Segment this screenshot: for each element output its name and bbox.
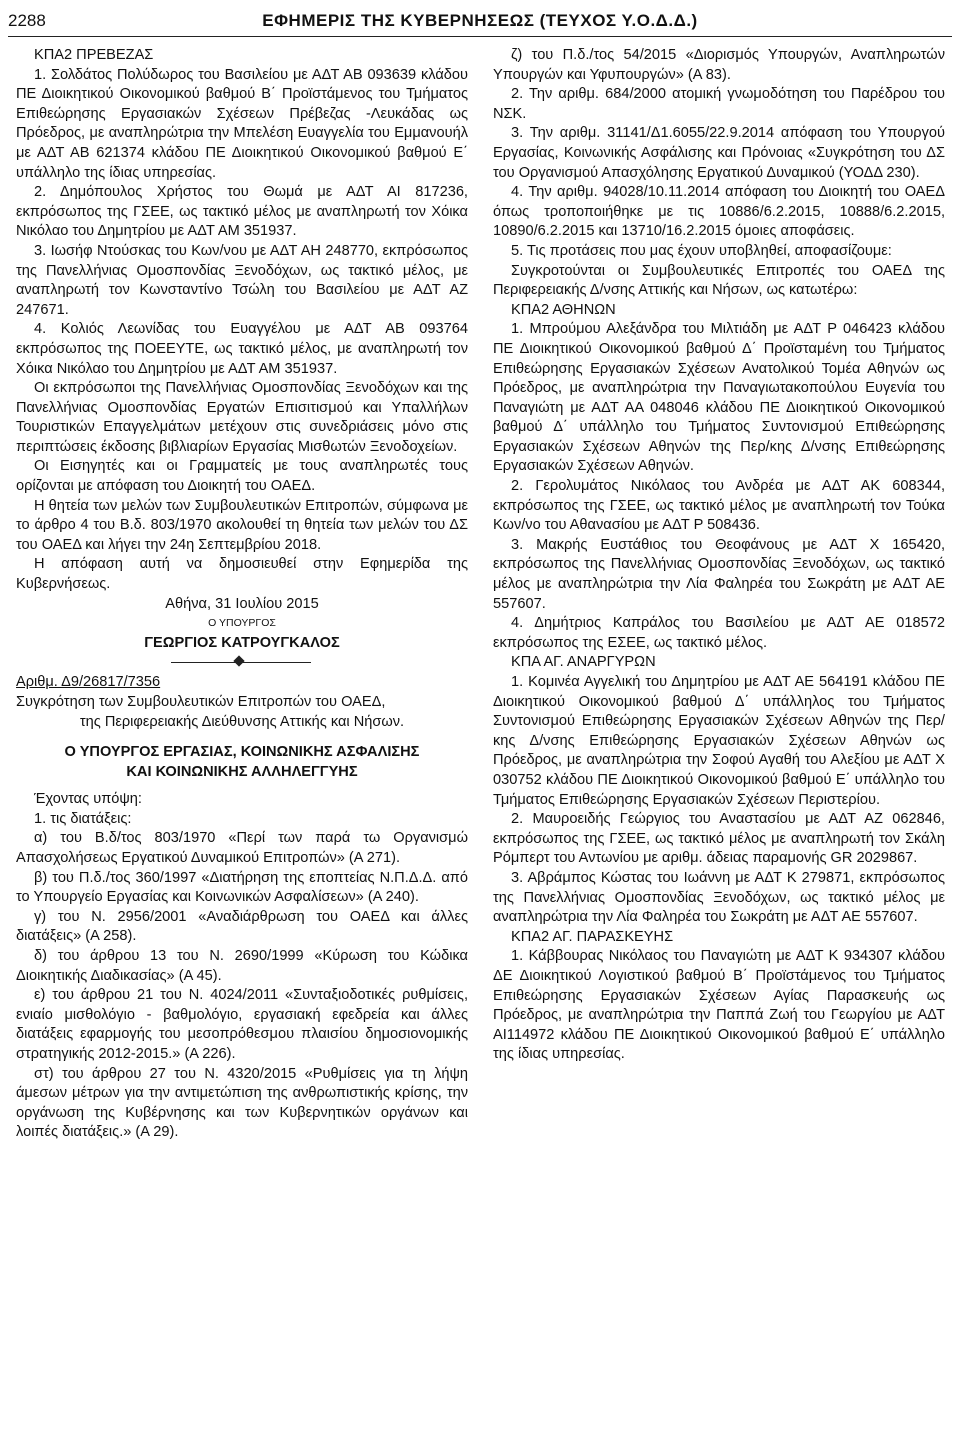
paragraph: 2. Την αριθμ. 684/2000 ατομική γνωμοδότηση του Παρέδρου του ΝΣΚ. — [493, 86, 945, 122]
paragraph: 4. Δημήτριος Καπράλος του Βασιλείου με ΑΔΤ ΑΕ 018572 εκπρόσωπος της ΕΣΕΕ, ως τακτικό μέλος. — [493, 615, 945, 651]
decision-reference — [16, 673, 468, 693]
paragraph: 3. Αβράμπος Κώστας του Ιωάννη με ΑΔΤ Κ 279871, εκπρόσωπος της Πανελλήνιας Ομοσπονδίας Ξενοδόχων, ως τακτικό μέλος με αναπληρώτρια την Λία Φαληρέα του Σωκράτη με ΑΔΤ ΑΕ 557607. — [493, 869, 945, 926]
paragraph: 3. Την αριθμ. 31141/Δ1.6055/22.9.2014 απόφαση του Υπουργού Εργασίας, Κοινωνικής Ασφάλισης και Πρόνοιας «Συγκρότηση του ΔΣ του Οργανισμού Απασχόλησης Εργατικού Δυναμικού (ΥΟΔΔ 230). — [493, 125, 945, 181]
paragraph: Η απόφαση αυτή να δημοσιευθεί στην Εφημερίδα της Κυβερνήσεως. — [16, 556, 468, 593]
paragraph: 2. Γερολυμάτος Νικόλαος του Ανδρέα με ΑΔΤ ΑΚ 608344, εκπρόσωπος της ΓΣΕΕ, ως τακτικό μέλος με αναπληρωτή τον Τούκα Κων/νο του Αθανασίου με ΑΔΤ Ρ 508436. — [493, 478, 945, 534]
paragraph: Οι Εισηγητές και οι Γραμματείς με τους αναπληρωτές τους ορίζονται με απόφαση του Διοικητή του ΟΑΕΔ. — [16, 458, 468, 495]
paragraph: 3. Μακρής Ευστάθιος του Θεοφάνους με ΑΔΤ Χ 165420, εκπρόσωπος της Πανελλήνιας Ομοσπονδίας Ξενοδόχων, ως τακτικό μέλος με αναπληρώτρια την Λία Φαληρέα του Σωκράτη με ΑΔΤ ΑΕ 557607. — [493, 536, 945, 612]
paragraph: ζ) του Π.δ./τος 54/2015 «Διορισμός Υπουργών, Αναπληρωτών Υπουργών και Υφυπουργών» (Α 83). — [493, 47, 945, 83]
decision-subject-line-2: της Περιφερειακής Διεύθυνσης Αττικής και Νήσων. — [79, 713, 405, 730]
paragraph: ε) του άρθρου 21 του Ν. 4024/2011 «Συνταξιοδοτικές ρυθμίσεις, ενιαίο μισθολόγιο - βαθμολόγιο, εργασιακή εφεδρεία και άλλες διατάξεις εφαρμογής του μεσοπρόθεσμου πλαισίου δημοσιονομικής στρατηγικής 2012-2015.» (Α 226). — [16, 987, 468, 1062]
paragraph: α) του Β.δ/τος 803/1970 «Περί των παρά τω Οργανισμώ Απασχολήσεως Εργατικού Δυναμικού Επιτροπών» (Α 271). — [16, 830, 468, 866]
paragraph: στ) του άρθρου 27 του Ν. 4320/2015 «Ρυθμίσεις για τη λήψη άμεσων μέτρων για την αντιμετώπιση της ανθρωπιστικής κρίσης, την οργάνωση της Κυβέρνησης και των Κυβερνητικών οργάνων και λοιπές διατάξεις.» (Α 29). — [16, 1065, 468, 1141]
diamond-icon — [233, 656, 244, 667]
left-column — [16, 46, 468, 1143]
paragraph: γ) του Ν. 2956/2001 «Αναδιάρθρωση του ΟΑΕΔ και άλλες διατάξεις» (Α 258). — [16, 908, 468, 945]
paragraph: 4. Την αριθμ. 94028/10.11.2014 απόφαση του Διοικητή του ΟΑΕΔ όπως τροποποιήθηκε με τις 10886/6.2.2015, 10888/6.2.2015, 10890/6.2.2015 και 13710/16.2.2015 όμοιες αποφάσεις. — [493, 184, 945, 240]
paragraph: Συγκροτούνται οι Συμβουλευτικές Επιτροπές του ΟΑΕΔ της Περιφερειακής Δ/νσης Αττικής και Νήσων, ως κατωτέρω: — [493, 262, 945, 299]
authority-heading-line-1: Ο ΥΠΟΥΡΓΟΣ ΕΡΓΑΣΙΑΣ, ΚΟΙΝΩΝΙΚΗΣ ΑΣΦΑΛΙΣΗΣ — [64, 744, 420, 761]
paragraph: δ) του άρθρου 13 του Ν. 2690/1999 «Κύρωση του Κώδικα Διοικητικής Διαδικασίας» (Α 45). — [16, 947, 468, 984]
signature-name: ΓΕΩΡΓΙΟΣ ΚΑΤΡΟΥΓΚΑΛΟΣ — [144, 634, 340, 651]
gazette-title: ΕΦΗΜΕΡΙΣ ΤΗΣ ΚΥΒΕΡΝΗΣΕΩΣ (ΤΕΥΧΟΣ Υ.Ο.Δ.Δ.) — [262, 11, 698, 30]
authority-heading — [16, 742, 468, 782]
page-header — [8, 6, 952, 37]
paragraph: 2. Δημόπουλος Χρήστος του Θωμά με ΑΔΤ ΑΙ 817236, εκπρόσωπος της ΓΣΕΕ, ως τακτικό μέλος με αναπληρωτή τον Χόικα Νικόλαο του Δημητρίου με ΑΔΤ ΑΜ 351937. — [16, 184, 468, 240]
paragraph: 1. Μπρούμου Αλεξάνδρα του Μιλτιάδη με ΑΔΤ Ρ 046423 κλάδου ΠΕ Διοικητικού Οικονομικού βαθμού Δ΄ Προϊσταμένη του Τμήματος Επιθεώρησης Εργασιακών Σχέσεων Ανατολικού Τομέα Αθηνών ως Πρόεδρος, με αναπληρώτρια την Παναγιωτακοπούλου Ευγενία του Παναγιώτη με ΑΔΤ ΑΑ 048046 κλάδου ΠΕ Διοικητικού Οικονομικού βαθμού Δ΄ υπάλληλο του Τμήματος Συντονισμού Επιθεώρησης Εργασιακών Σχέσεων Αθηνών της Περ/κης Δ/νσης Επιθεώρησης Εργασιακών Σχέσεων Αθηνών. — [493, 321, 945, 475]
paragraph: β) του Π.δ./τος 360/1997 «Διατήρηση της εποπτείας Ν.Π.Δ.Δ. από το Υπουργείο Εργασίας και Κοινωνικών Ασφαλίσεων» (Α 240). — [16, 869, 468, 906]
paragraph: 1. Κάββουρας Νικόλαος του Παναγιώτη με ΑΔΤ Κ 934307 κλάδου ΔΕ Διοικητικού Λογιστικού βαθμού Β΄ Προϊστάμενος του Τμήματος Επιθεώρησης Εργασιακών Σχέσεων Αγίας Παρασκευής ως Πρόεδρος, με αναπληρώτρια την Παππά Ζωή του Γεωργίου με ΑΔΤ ΑΙ114972 κλάδου ΠΕ Διοικητικού Οικονομικού βαθμού Ε΄ υπάλληλο της ίδιας υπηρεσίας. — [493, 948, 945, 1063]
signature-role: Ο ΥΠΟΥΡΓΟΣ — [208, 617, 276, 630]
reference-number: Αριθμ. Δ9/26817/7356 — [16, 674, 161, 691]
section-heading: ΚΠΑ2 ΑΓ. ΠΑΡΑΣΚΕΥΗΣ — [511, 928, 674, 945]
paragraph: 4. Κολιός Λεωνίδας του Ευαγγέλου με ΑΔΤ ΑΒ 093764 εκπρόσωπος της ΠΟΕΕΥΤΕ, ως τακτικό μέλος, με αναπληρωτή τον Χόικα Νικόλαο του Δημητρίου με ΑΔΤ ΑΜ 351937. — [16, 321, 468, 377]
right-column — [493, 46, 945, 1065]
section-heading: ΚΠΑ ΑΓ. ΑΝΑΡΓΥΡΩΝ — [511, 654, 656, 671]
paragraph: 5. Τις προτάσεις που μας έχουν υποβληθεί, αποφασίζουμε: — [511, 242, 892, 259]
paragraph: 1. Κομινέα Αγγελική του Δημητρίου με ΑΔΤ ΑΕ 564191 κλάδου ΠΕ Διοικητικού Οικονομικού βαθμού Δ΄ υπάλληλος του Τμήματος Συντονισμού Επιθεώρησης Εργασιακών Σχέσεων Αθηνών της Περ/κης Δ/νσης Επιθεώρησης Εργασιακών Σχέσεων Αθηνών ως Πρόεδρος, με αναπληρώτρια την Σοφού Αγαθή του Αλεξίου με ΑΔΤ Χ 030752 κλάδου ΠΕ Διοικητικού Οικονομικού βαθμού Ε΄ υπάλληλο του Τμήματος Επιθεώρησης Εργασιακών Σχέσεων Περιστερίου. — [493, 674, 945, 808]
paragraph: Έχοντας υπόψη: — [34, 791, 142, 808]
section-heading: ΚΠΑ2 ΠΡΕΒΕΖΑΣ — [34, 47, 154, 63]
section-divider — [16, 653, 468, 671]
page-number: 2288 — [8, 11, 46, 30]
paragraph: Οι εκπρόσωποι της Πανελλήνιας Ομοσπονδίας Ξενοδόχων και της Πανελλήνιας Ομοσπονδίας Εργατών Επισιτισμού και Υπαλλήλων Τουριστικών Επαγγελμάτων μετέχουν στις συνεδριάσεις μόνο στις περιπτώσεις έκδοσης βιβλιαρίων Εργασίας Μισθωτών Ξενοδοχείων. — [16, 380, 468, 455]
decision-subject-line-1: Συγκρότηση των Συμβουλευτικών Επιτροπών του ΟΑΕΔ, — [16, 694, 386, 710]
paragraph: 3. Ιωσήφ Ντούσκας του Κων/νου με ΑΔΤ ΑΗ 248770, εκπρόσωπος της Πανελλήνιας Ομοσπονδίας Ξενοδόχων, ως τακτικό μέλος, με αναπληρωτή τον Κωνσταντίνο Τσώλη του Βασιλείου με ΑΔΤ ΑΖ 247671. — [16, 242, 468, 318]
paragraph: Η θητεία των μελών των Συμβουλευτικών Επιτροπών, σύμφωνα με το άρθρο 4 του Β.δ. 803/1970 ακολουθεί τη θητεία των μελών του ΔΣ του ΟΑΕΔ και λήγει την 24η Σεπτεμβρίου 2018. — [16, 497, 468, 553]
signature-place-date: Αθήνα, 31 Ιουλίου 2015 — [165, 595, 319, 612]
paragraph: 2. Μαυροειδής Γεώργιος του Αναστασίου με ΑΔΤ ΑΖ 062846, εκπρόσωπος της ΓΣΕΕ, ως τακτικό μέλος με αναπληρωτή τον Σκάλη Ρόμπερτ του Αντωνίου με αριθμ. άδειας παραμονής GR 2029867. — [493, 811, 945, 867]
paragraph: 1. Σολδάτος Πολύδωρος του Βασιλείου με ΑΔΤ ΑΒ 093639 κλάδου ΠΕ Διοικητικού Οικονομικού βαθμού Β΄ Προϊστάμενος του Τμήματος Επιθεώρησης Εργασιακών Σχέσεων Πρέβεζας -Λευκάδας ως Πρόεδρος, με αναπληρώτρια την Μπελέση Ευαγγελία του Εμμανουήλ με ΑΔΤ ΑΒ 621374 κλάδου ΠΕ Διοικητικού Οικονομικού βαθμού Ε΄ υπάλληλο της ίδιας υπηρεσίας. — [16, 66, 468, 181]
paragraph: 1. τις διατάξεις: — [34, 810, 132, 827]
authority-heading-line-2: ΚΑΙ ΚΟΙΝΩΝΙΚΗΣ ΑΛΛΗΛΕΓΓΥΗΣ — [126, 764, 358, 781]
section-heading: ΚΠΑ2 ΑΘΗΝΩΝ — [511, 301, 616, 318]
